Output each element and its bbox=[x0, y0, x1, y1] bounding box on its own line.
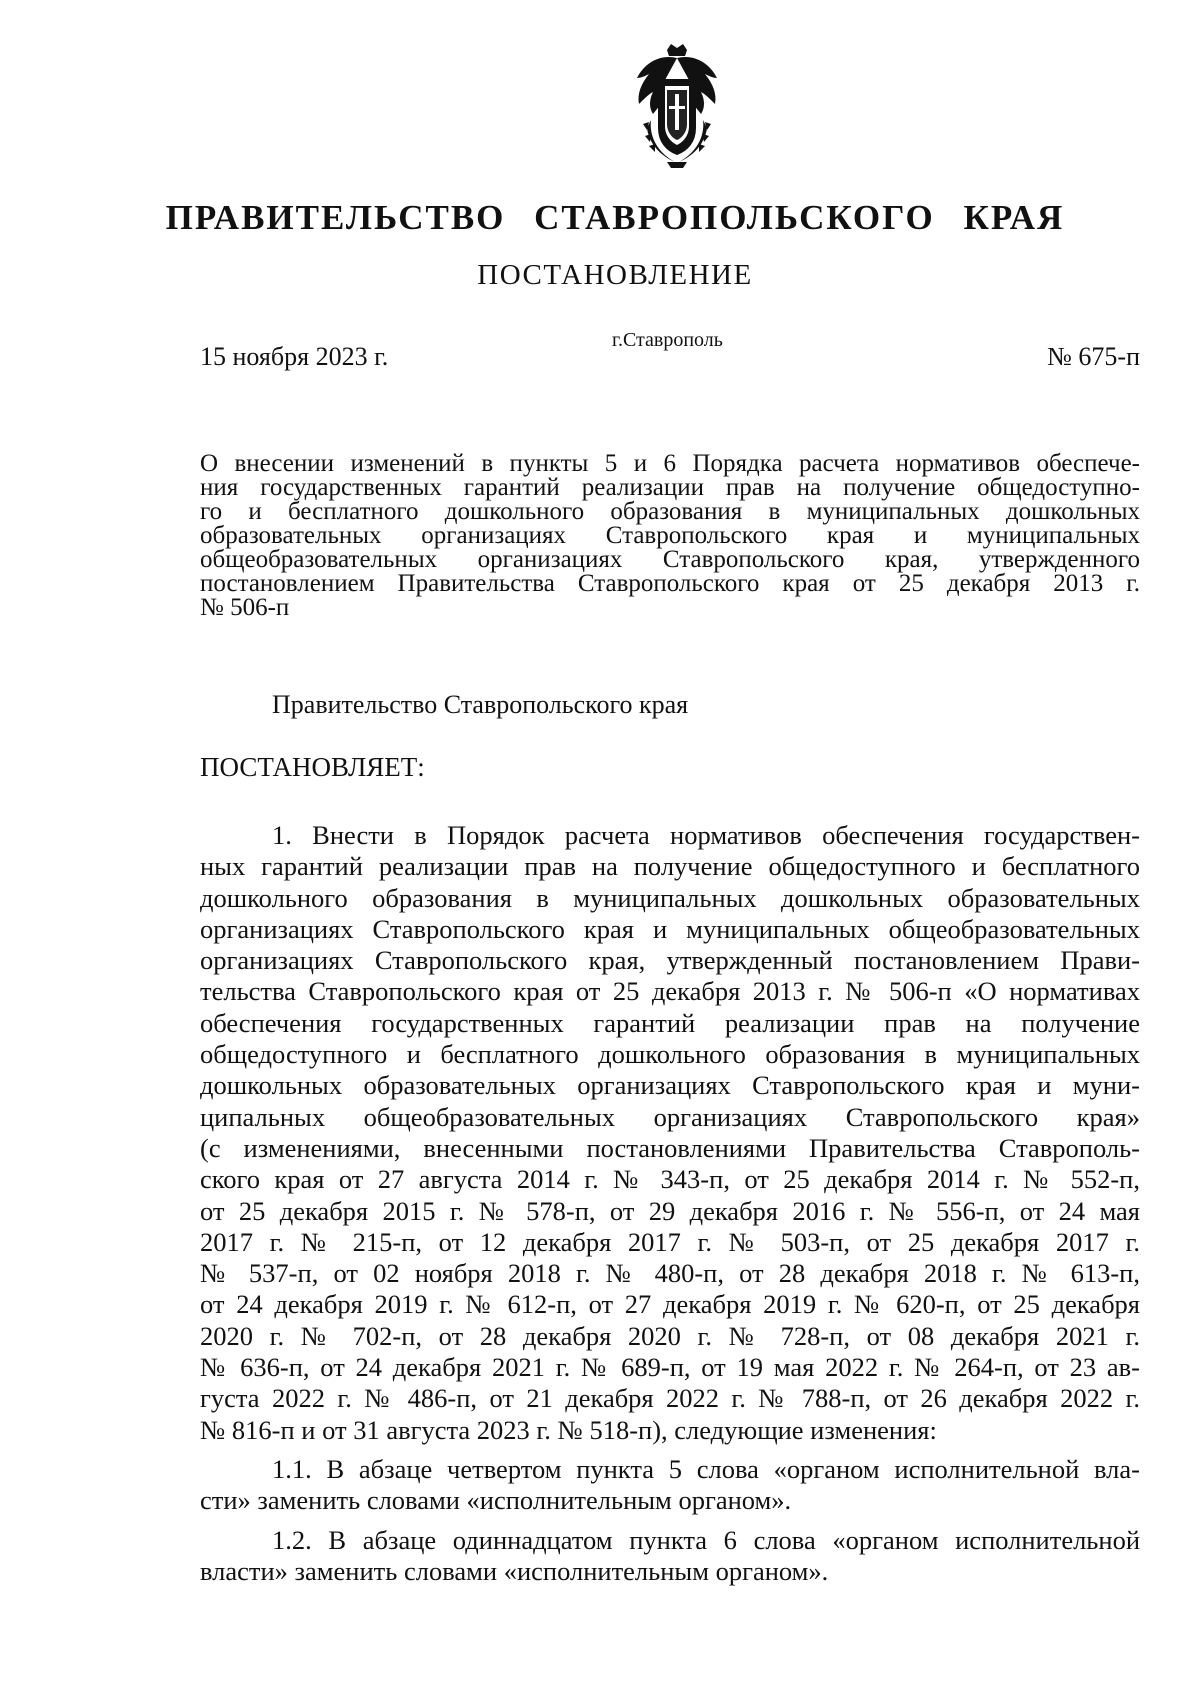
paragraph-1 bbox=[200, 820, 1140, 1446]
subject-line: общеобразовательных организациях Ставропольского края, утвержденного bbox=[200, 546, 1140, 573]
body-line: густа 2022 г. № 486-п, от 21 декабря 2022 г. № 788-п, от 26 декабря 2022 г. bbox=[200, 1383, 1140, 1414]
body-line: организациях Ставропольского края и муниципальных общеобразовательных bbox=[200, 913, 1140, 944]
body-line: дошкольных образовательных организациях Ставропольского края и муни- bbox=[200, 1070, 1140, 1101]
document-type: ПОСТАНОВЛЕНИЕ bbox=[477, 259, 753, 291]
body-line: дошкольного образования в муниципальных дошкольных образовательных bbox=[200, 882, 1140, 913]
body-line: 1.2. В абзаце одиннадцатом пункта 6 слова «органом исполнительной bbox=[272, 1524, 1140, 1555]
body-line: 2017 г. № 215-п, от 12 декабря 2017 г. № 503-п, от 25 декабря 2017 г. bbox=[200, 1226, 1140, 1257]
preamble-resolves: ПОСТАНОВЛЯЕТ: bbox=[200, 752, 425, 782]
body-line: сти» заменить словами «исполнительным органом». bbox=[200, 1485, 792, 1516]
coat-of-arms-emblem-icon bbox=[631, 44, 723, 168]
body-line: тельства Ставропольского края от 25 декабря 2013 г. № 506-п «О нормативах bbox=[200, 976, 1140, 1007]
paragraph-1-1 bbox=[200, 1454, 1140, 1517]
preamble-government: Правительство Ставропольского края bbox=[272, 690, 689, 719]
subject-line: ния государственных гарантий реализации прав на получение общедоступно- bbox=[200, 474, 1140, 501]
body-line: 1. Внести в Порядок расчета нормативов обеспечения государствен- bbox=[272, 820, 1140, 850]
body-line: 1.1. В абзаце четвертом пункта 5 слова «органом исполнительной вла- bbox=[272, 1453, 1140, 1484]
document-number: № 675-п bbox=[1047, 342, 1140, 371]
body-line: 2020 г. № 702-п, от 28 декабря 2020 г. № 728-п, от 08 декабря 2021 г. bbox=[200, 1320, 1140, 1351]
body-line: № 537-п, от 02 ноября 2018 г. № 480-п, от 28 декабря 2018 г. № 613-п, bbox=[200, 1258, 1140, 1289]
body-line: обеспечения государственных гарантий реализации прав на получение bbox=[200, 1007, 1140, 1038]
body-line: ского края от 27 августа 2014 г. № 343-п, от 25 декабря 2014 г. № 552-п, bbox=[200, 1164, 1140, 1195]
body-line: организациях Ставропольского края, утвержденный постановлением Прави- bbox=[200, 945, 1140, 976]
body-line: ных гарантий реализации прав на получение общедоступного и бесплатного bbox=[200, 851, 1140, 882]
subject-line: постановлением Правительства Ставропольского края от 25 декабря 2013 г. bbox=[200, 570, 1140, 597]
body-line: (с изменениями, внесенными постановлениями Правительства Ставрополь- bbox=[200, 1132, 1140, 1163]
body-line: от 24 декабря 2019 г. № 612-п, от 27 декабря 2019 г. № 620-п, от 25 декабря bbox=[200, 1289, 1140, 1320]
government-title: ПРАВИТЕЛЬСТВО СТАВРОПОЛЬСКОГО КРАЯ bbox=[165, 198, 1065, 237]
subject-line: образовательных организациях Ставропольского края и муниципальных bbox=[200, 522, 1140, 549]
body-line: от 25 декабря 2015 г. № 578-п, от 29 декабря 2016 г. № 556-п, от 24 мая bbox=[200, 1195, 1140, 1226]
body-line: ципальных общеобразовательных организациях Ставропольского края» bbox=[200, 1101, 1140, 1132]
subject-line: го и бесплатного дошкольного образования в муниципальных дошкольных bbox=[200, 498, 1140, 525]
document-city: г.Ставрополь bbox=[612, 329, 723, 351]
subject-line: О внесении изменений в пункты 5 и 6 Порядка расчета нормативов обеспече- bbox=[200, 450, 1140, 477]
body-line: власти» заменить словами «исполнительным органом». bbox=[200, 1555, 829, 1586]
body-line: № 816-п и от 31 августа 2023 г. № 518-п), следующие изменения: bbox=[200, 1414, 937, 1445]
body-line: № 636-п, от 24 декабря 2021 г. № 689-п, от 19 мая 2022 г. № 264-п, от 23 ав- bbox=[200, 1352, 1140, 1383]
subject-line: № 506-п bbox=[200, 594, 290, 621]
document-subject bbox=[200, 452, 1140, 620]
paragraph-1-2 bbox=[200, 1525, 1140, 1588]
document-date: 15 ноября 2023 г. bbox=[200, 342, 389, 371]
document-body bbox=[200, 820, 1140, 1587]
body-line: общедоступного и бесплатного дошкольного образования в муниципальных bbox=[200, 1039, 1140, 1070]
